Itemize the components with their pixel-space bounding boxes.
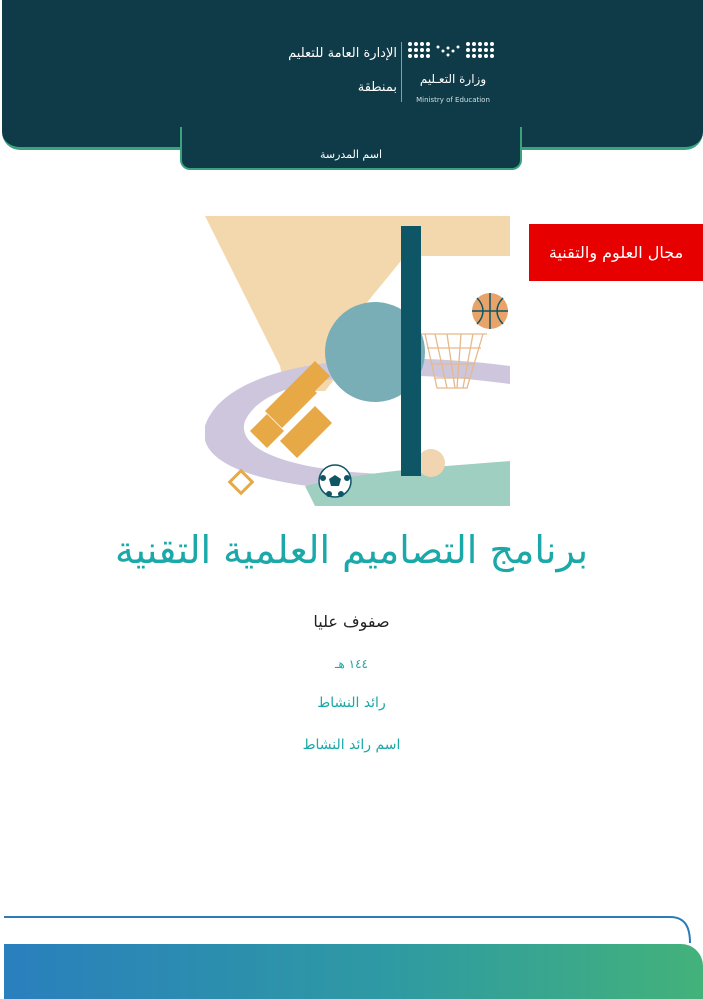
activity-leader-label: رائد النشاط [317, 695, 386, 711]
ministry-logo [407, 38, 502, 112]
sports-illustration [205, 216, 510, 506]
domain-badge: مجال العلوم والتقنية [529, 224, 703, 281]
admin-block [247, 42, 397, 108]
footer-gradient-bar [4, 944, 703, 999]
small-peach-circle-shape [417, 449, 445, 477]
basketball-pole [401, 226, 421, 476]
ministry-logo-dots-icon [407, 38, 502, 72]
diamond-outline-shape [230, 471, 253, 494]
admin-title: الإدارة العامة للتعليم [288, 46, 397, 61]
soccer-ball-icon [319, 465, 351, 497]
basketball-icon [472, 293, 508, 329]
grades-label: صفوف عليا [313, 612, 390, 631]
ministry-logo-arabic: وزارة التعـليم [419, 72, 487, 86]
school-name-tab: اسم المدرسة [180, 127, 522, 170]
admin-region: بمنطقة [357, 80, 397, 95]
header-divider [401, 42, 402, 102]
ministry-logo-english: Ministry of Education [416, 96, 490, 104]
activity-leader-name: اسم رائد النشاط [302, 737, 401, 753]
hijri-year: ١٤٤ هـ [334, 657, 368, 671]
program-title: برنامج التصاميم العلمية التقنية [114, 528, 589, 572]
